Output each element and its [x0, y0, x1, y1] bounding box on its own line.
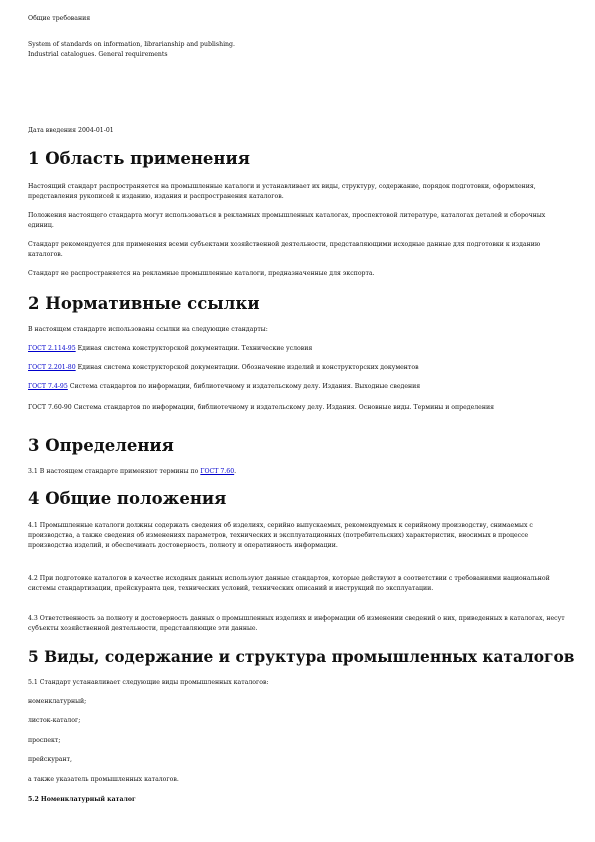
s4-paragraph-2: 4.2 При подготовке каталогов в качестве исходных данных используют данные стандартов, которые действуют в соответствии с требованиями национальной системы стандартизации, прейскуранта цен, технических условий, технических описаний и инструкций по эксплуатации.	[28, 575, 550, 592]
list-item: номенклатурный;	[28, 698, 87, 705]
s4-paragraph-1: 4.1 Промышленные каталоги должны содержать сведения об изделиях, серийно выпускаемых, рекомендуемых к серийному производству, снимаемых с производства, а также сведения об изменениях параметров, технических и эксплуатационных (потребительских) характеристик, вносимых в процессе производства изделий, и обеспечивать достоверность, полноту и оперативность информации.	[28, 522, 533, 549]
s1-paragraph-4: Стандарт не распространяется на рекламные промышленные каталоги, предназначенные для экспорта.	[28, 270, 375, 277]
section-5-heading: 5 Виды, содержание и структура промышленных каталогов	[28, 648, 575, 666]
reference-item	[28, 344, 566, 354]
reference-text: Система стандартов по информации, библиотечному и издательскому делу. Издания. Выходные сведения	[67, 383, 421, 390]
s3-text-end: .	[234, 468, 237, 475]
section-2-heading: 2 Нормативные ссылки	[28, 294, 260, 313]
reference-item	[28, 363, 566, 373]
list-item: листок-каталог;	[28, 717, 81, 724]
s3-paragraph-1	[28, 467, 566, 477]
reference-link-gost-2-114[interactable]: ГОСТ 2.114-95	[28, 345, 76, 352]
document-title: Общие требования	[28, 15, 91, 22]
section-4-heading: 4 Общие положения	[28, 489, 227, 508]
english-title-line-1: System of standards on information, librarianship and publishing.	[28, 41, 235, 48]
reference-item-gost-7-60: ГОСТ 7.60-90 Система стандартов по информации, библиотечному и издательскому делу. Издания. Основные виды. Термины и определения	[28, 404, 494, 411]
reference-item	[28, 382, 566, 392]
reference-link-gost-2-201[interactable]: ГОСТ 2.201-80	[28, 364, 76, 371]
s1-paragraph-1: Настоящий стандарт распространяется на промышленные каталоги и устанавливает их виды, структуру, содержание, порядок подготовки, оформления, представления рукописей к изданию, издания и распространения каталогов.	[28, 183, 536, 200]
s2-intro: В настоящем стандарте использованы ссылки на следующие стандарты:	[28, 326, 268, 333]
list-item: проспект;	[28, 737, 61, 744]
s5-subheading-5-2: 5.2 Номенклатурный каталог	[28, 796, 136, 803]
introduction-date: Дата введения 2004-01-01	[28, 127, 114, 134]
s1-paragraph-2: Положения настоящего стандарта могут использоваться в рекламных промышленных каталогах, проспектовой литературе, каталогах деталей и сборочных единиц.	[28, 212, 546, 229]
s5-paragraph-1: 5.1 Стандарт устанавливает следующие виды промышленных каталогов:	[28, 679, 269, 686]
reference-text: Единая система конструкторской документации. Технические условия	[75, 345, 313, 352]
english-title-line-2: Industrial catalogues. General requirements	[28, 51, 168, 58]
reference-link-gost-7-60[interactable]: ГОСТ 7.60	[200, 468, 235, 475]
s3-text: 3.1 В настоящем стандарте применяют термины по	[28, 468, 201, 475]
list-item: прейскурант,	[28, 756, 73, 763]
section-3-heading: 3 Определения	[28, 436, 174, 455]
reference-text: Единая система конструкторской документации. Обозначение изделий и конструкторских документов	[75, 364, 419, 371]
s1-paragraph-3: Стандарт рекомендуется для применения всеми субъектами хозяйственной деятельности, представляющими исходные данные для подготовки к изданию каталогов.	[28, 241, 541, 258]
s4-paragraph-3: 4.3 Ответственность за полноту и достоверность данных о промышленных изделиях и информации об изменении сведений о них, приведенных в каталогах, несут субъекты хозяйственной деятельности, представляющие эти данные.	[28, 615, 565, 632]
section-1-heading: 1 Область применения	[28, 149, 250, 168]
reference-link-gost-7-4[interactable]: ГОСТ 7.4-95	[28, 383, 68, 390]
s5-paragraph-2: а также указатель промышленных каталогов.	[28, 776, 179, 783]
english-title	[28, 40, 235, 60]
